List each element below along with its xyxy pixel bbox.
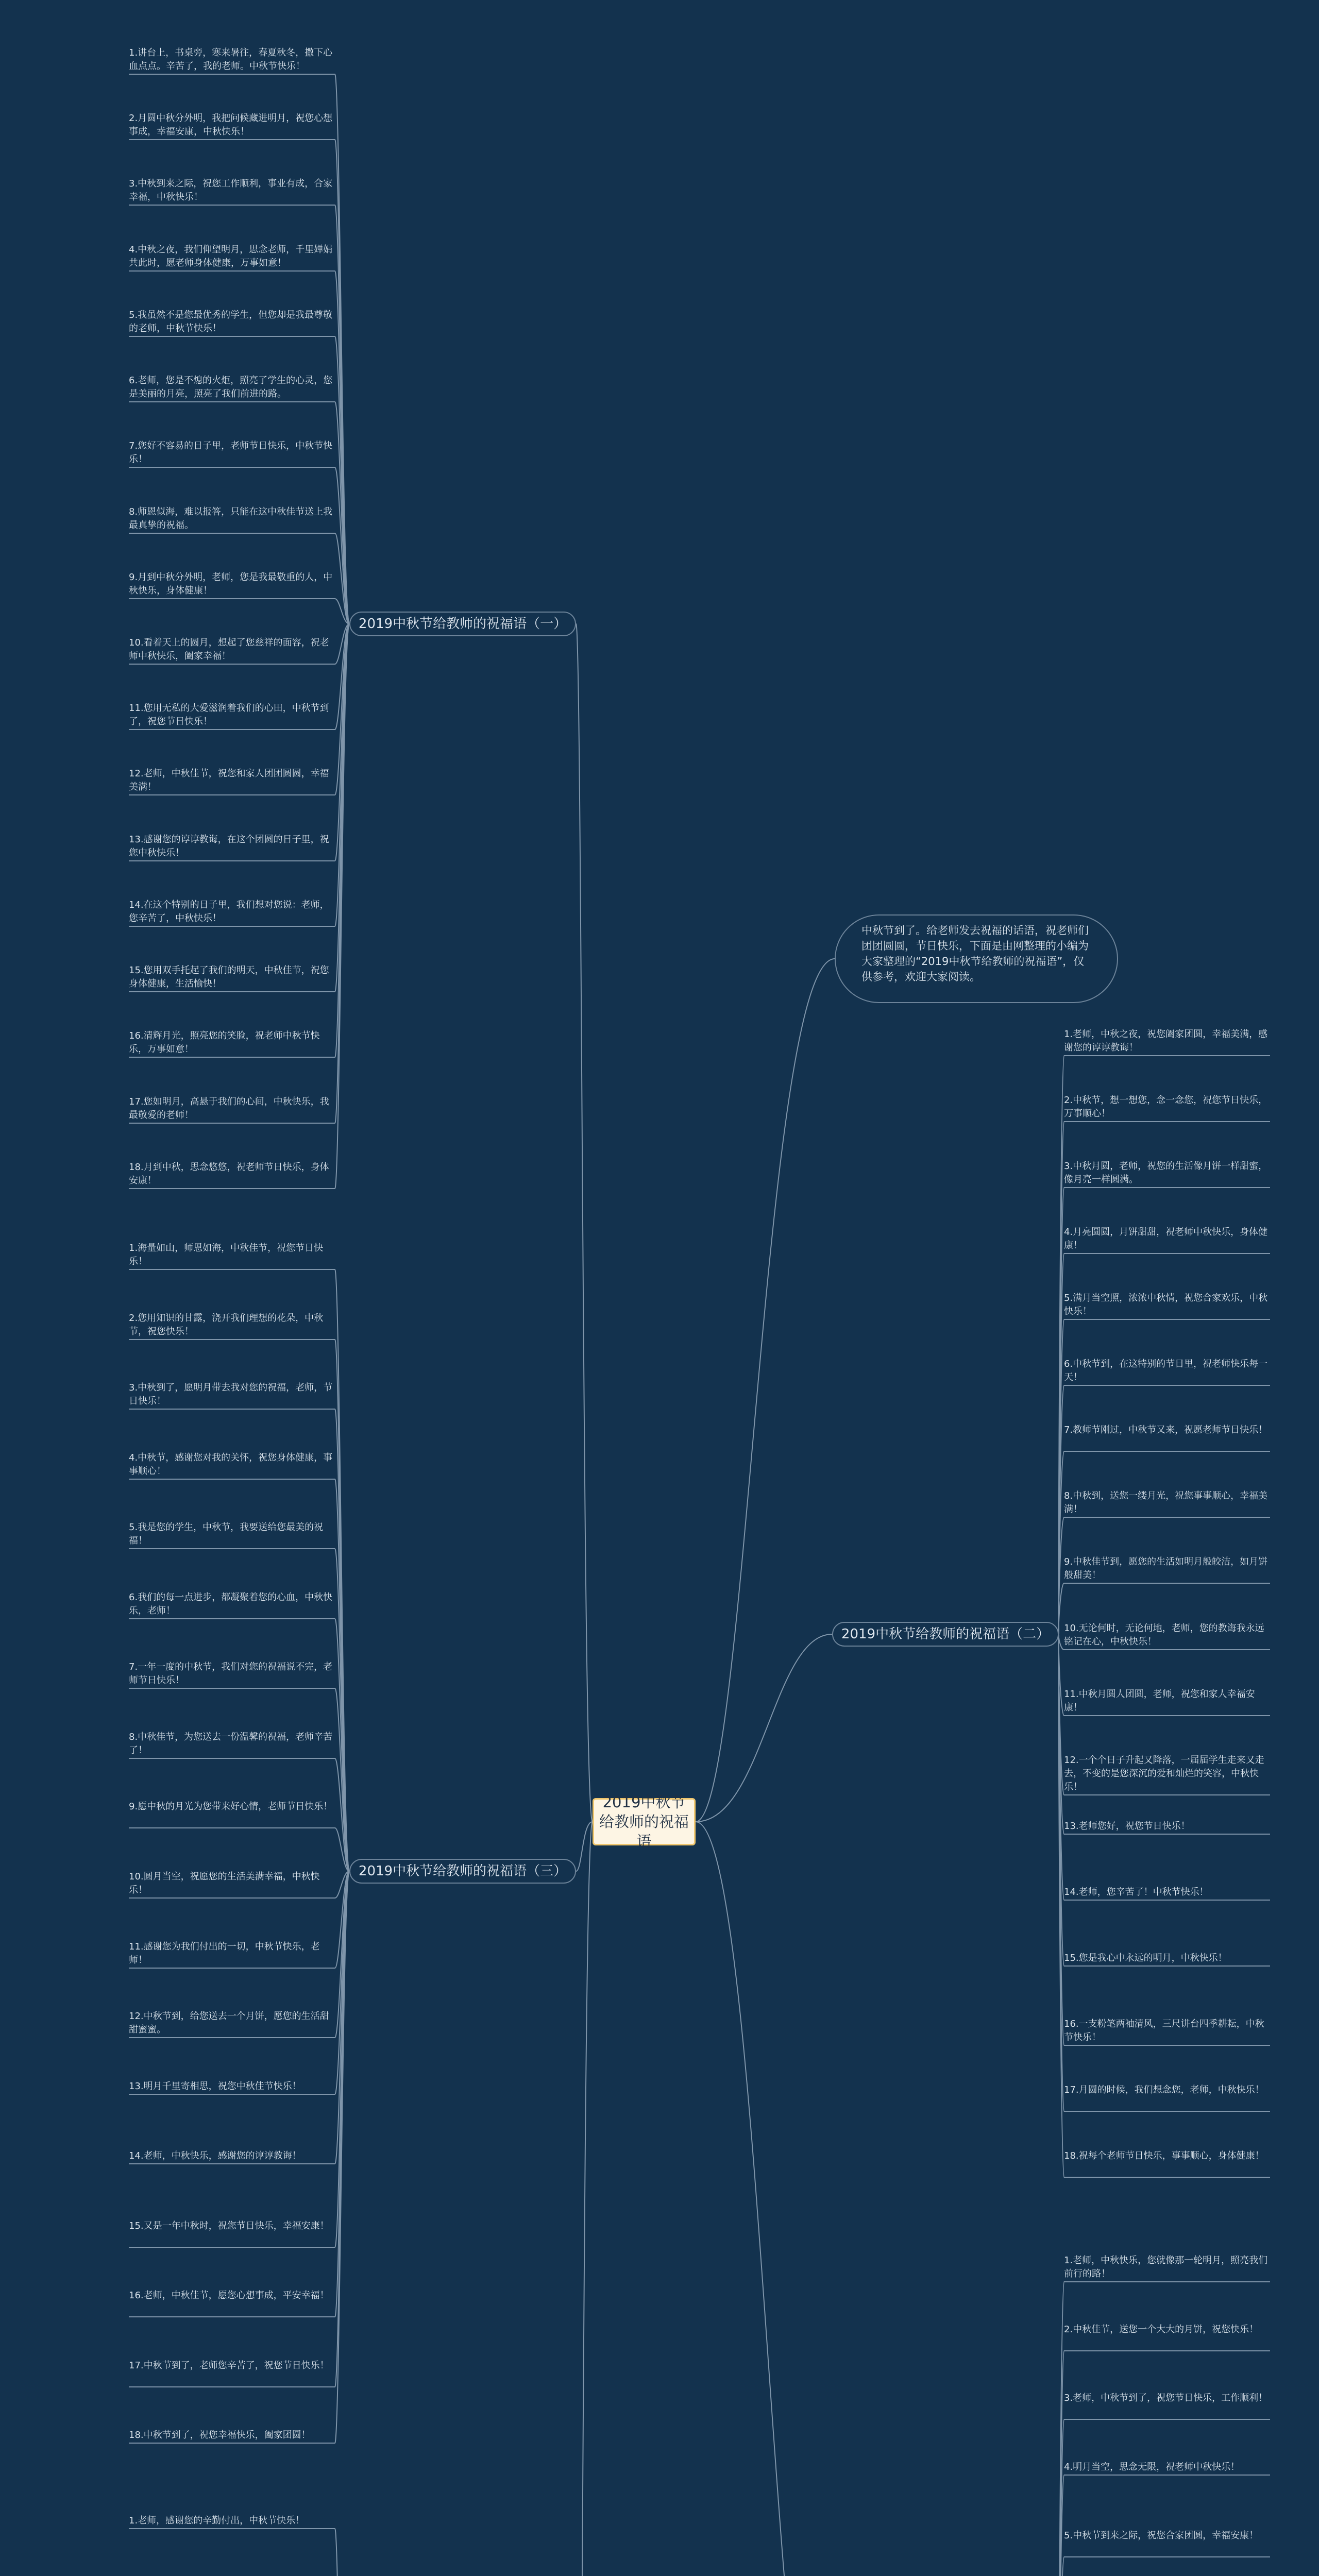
branch-3-item[interactable]: 8.中秋佳节，为您送去一份温馨的祝福，老师辛苦了！ bbox=[129, 1732, 333, 1756]
branch-3-item[interactable]: 1.海量如山，师恩如海，中秋佳节，祝您节日快乐！ bbox=[129, 1243, 324, 1267]
branch-4-item[interactable]: 1.老师，中秋快乐，您就像那一轮明月，照亮我们前行的路！ bbox=[1064, 2255, 1268, 2279]
connector-line bbox=[576, 624, 593, 1822]
connector-line bbox=[696, 959, 835, 1822]
branch-2-item[interactable]: 16.一支粉笔两袖清风，三尺讲台四季耕耘，中秋节快乐！ bbox=[1064, 2019, 1264, 2043]
branch-3-item[interactable]: 18.中秋节到了，祝您幸福快乐，阖家团圆！ bbox=[129, 2430, 311, 2441]
branch-1-item[interactable]: 9.月到中秋分外明，老师，您是我最敬重的人，中秋快乐，身体健康！ bbox=[129, 572, 333, 596]
connector-line bbox=[696, 1822, 832, 2576]
intro-text[interactable]: 中秋节到了。给老师发去祝福的话语，祝老师们团团圆圆，节日快乐，下面是由网整理的小编为大家整理的“2019中秋节给教师的祝福语”，仅供参考，欢迎大家阅读。 bbox=[835, 914, 1118, 1003]
branch-2-item[interactable]: 10.无论何时，无论何地，老师，您的教诲我永远铭记在心，中秋快乐！ bbox=[1064, 1623, 1264, 1647]
branch-3[interactable]: 2019中秋节给教师的祝福语（三） bbox=[349, 1859, 576, 1884]
branch-5-item[interactable]: 1.老师，感谢您的辛勤付出，中秋节快乐！ bbox=[129, 2515, 305, 2526]
branch-2-item[interactable]: 13.老师您好，祝您节日快乐！ bbox=[1064, 1821, 1190, 1832]
branch-3-item[interactable]: 13.明月千里寄相思，祝您中秋佳节快乐！ bbox=[129, 2081, 301, 2092]
branch-2-item[interactable]: 14.老师，您辛苦了！中秋节快乐！ bbox=[1064, 1887, 1209, 1897]
branch-2-item[interactable]: 7.教师节刚过，中秋节又来，祝愿老师节日快乐！ bbox=[1064, 1425, 1268, 1435]
branch-2-item[interactable]: 3.中秋月圆，老师，祝您的生活像月饼一样甜蜜，像月亮一样圆满。 bbox=[1064, 1161, 1268, 1185]
branch-1-item[interactable]: 11.您用无私的大爱滋润着我们的心田，中秋节到了，祝您节日快乐！ bbox=[129, 703, 329, 727]
branch-2-item[interactable]: 1.老师，中秋之夜，祝您阖家团圆，幸福美满，感谢您的谆谆教诲！ bbox=[1064, 1029, 1268, 1053]
branch-3-item[interactable]: 10.圆月当空，祝愿您的生活美满幸福，中秋快乐！ bbox=[129, 1871, 320, 1895]
branch-1-item[interactable]: 14.在这个特别的日子里，我们想对您说：老师，您辛苦了，中秋快乐！ bbox=[129, 900, 329, 924]
branch-1-item[interactable]: 13.感谢您的谆谆教诲，在这个团圆的日子里，祝您中秋快乐！ bbox=[129, 834, 329, 858]
branch-4-item[interactable]: 3.老师，中秋节到了，祝您节日快乐，工作顺利！ bbox=[1064, 2393, 1268, 2403]
branch-3-item[interactable]: 2.您用知识的甘露，浇开我们理想的花朵，中秋节，祝您快乐！ bbox=[129, 1313, 324, 1337]
branch-3-item[interactable]: 9.愿中秋的月光为您带来好心情，老师节日快乐！ bbox=[129, 1801, 333, 1812]
branch-1-item[interactable]: 18.月到中秋，思念悠悠，祝老师节日快乐，身体安康！ bbox=[129, 1162, 329, 1186]
branch-1-item[interactable]: 10.看着天上的圆月，想起了您慈祥的面容，祝老师中秋快乐，阖家幸福！ bbox=[129, 637, 329, 662]
branch-2-item[interactable]: 18.祝每个老师节日快乐，事事顺心，身体健康！ bbox=[1064, 2150, 1264, 2161]
branch-2-item[interactable]: 9.中秋佳节到，愿您的生活如明月般皎洁，如月饼般甜美！ bbox=[1064, 1556, 1268, 1581]
branch-2-item[interactable]: 12.一个个日子升起又降落，一届届学生走来又走去，不变的是您深沉的爱和灿烂的笑容，中秋快乐！ bbox=[1064, 1755, 1264, 1792]
branch-2-item[interactable]: 17.月圆的时候，我们想念您，老师，中秋快乐！ bbox=[1064, 2084, 1264, 2095]
branch-2-item[interactable]: 8.中秋到，送您一缕月光，祝您事事顺心，幸福美满！ bbox=[1064, 1490, 1268, 1515]
branch-2-item[interactable]: 4.月亮圆圆，月饼甜甜，祝老师中秋快乐，身体健康！ bbox=[1064, 1227, 1268, 1251]
branch-1-item[interactable]: 16.清辉月光，照亮您的笑脸，祝老师中秋节快乐，万事如意！ bbox=[129, 1030, 320, 1055]
branch-1-item[interactable]: 17.您如明月，高悬于我们的心间，中秋快乐，我最敬爱的老师！ bbox=[129, 1096, 329, 1121]
root-topic[interactable] bbox=[593, 1793, 696, 1850]
branch-3-item[interactable]: 4.中秋节，感谢您对我的关怀，祝您身体健康，事事顺心！ bbox=[129, 1452, 333, 1477]
branch-3-item[interactable]: 14.老师，中秋快乐，感谢您的谆谆教诲！ bbox=[129, 2150, 301, 2161]
branch-1-item[interactable]: 15.您用双手托起了我们的明天，中秋佳节，祝您身体健康，生活愉快！ bbox=[129, 965, 329, 989]
branch-1-item[interactable]: 6.老师，您是不熄的火炬，照亮了学生的心灵，您是美丽的月亮，照亮了我们前进的路。 bbox=[129, 375, 333, 399]
branch-1-item[interactable]: 4.中秋之夜，我们仰望明月，思念老师，千里婵娟共此时，愿老师身体健康，万事如意！ bbox=[129, 244, 333, 268]
branch-3-item[interactable]: 12.中秋节到，给您送去一个月饼，愿您的生活甜甜蜜蜜。 bbox=[129, 2011, 329, 2035]
branch-1-item[interactable]: 7.您好不容易的日子里，老师节日快乐，中秋节快乐！ bbox=[129, 440, 333, 465]
branch-2-item[interactable]: 15.您是我心中永远的明月，中秋快乐！ bbox=[1064, 1953, 1227, 1963]
root-title: 2019中秋节给教师的祝福语 bbox=[599, 1793, 689, 1850]
branch-3-item[interactable]: 11.感谢您为我们付出的一切，中秋节快乐，老师！ bbox=[129, 1941, 320, 1965]
branch-1-item[interactable]: 5.我虽然不是您最优秀的学生，但您却是我最尊敬的老师，中秋节快乐！ bbox=[129, 310, 333, 334]
branch-3-item[interactable]: 6.我们的每一点进步，都凝聚着您的心血，中秋快乐，老师！ bbox=[129, 1592, 333, 1616]
branch-1-item[interactable]: 2.月圆中秋分外明，我把问候藏进明月，祝您心想事成，幸福安康，中秋快乐！ bbox=[129, 113, 333, 137]
branch-3-item[interactable]: 15.又是一年中秋时，祝您节日快乐，幸福安康！ bbox=[129, 2221, 329, 2231]
branch-3-item[interactable]: 3.中秋到了，愿明月带去我对您的祝福，老师，节日快乐！ bbox=[129, 1382, 333, 1406]
branch-4-item[interactable]: 4.明月当空，思念无限，祝老师中秋快乐！ bbox=[1064, 2462, 1240, 2472]
connector-line bbox=[696, 1634, 832, 1822]
connector-line bbox=[576, 1822, 593, 2576]
branch-2-item[interactable]: 5.满月当空照，浓浓中秋情，祝您合家欢乐，中秋快乐！ bbox=[1064, 1293, 1268, 1317]
branch-4-item[interactable]: 5.中秋节到来之际，祝您合家团圆，幸福安康！ bbox=[1064, 2530, 1259, 2541]
branch-2-item[interactable]: 2.中秋节，想一想您，念一念您，祝您节日快乐，万事顺心！ bbox=[1064, 1095, 1268, 1119]
branch-2[interactable]: 2019中秋节给教师的祝福语（二） bbox=[832, 1622, 1059, 1647]
branch-1-item[interactable]: 3.中秋到来之际，祝您工作顺利，事业有成，合家幸福，中秋快乐！ bbox=[129, 178, 333, 202]
branch-3-item[interactable]: 16.老师，中秋佳节，愿您心想事成，平安幸福！ bbox=[129, 2290, 329, 2301]
branch-1-item[interactable]: 12.老师，中秋佳节，祝您和家人团团圆圆，幸福美满！ bbox=[129, 768, 329, 792]
connector-line bbox=[576, 1822, 593, 1871]
branch-2-item[interactable]: 6.中秋节到，在这特别的节日里，祝老师快乐每一天！ bbox=[1064, 1359, 1268, 1383]
branch-3-item[interactable]: 7.一年一度的中秋节，我们对您的祝福说不完，老师节日快乐！ bbox=[129, 1662, 333, 1686]
branch-1-item[interactable]: 8.师恩似海，难以报答，只能在这中秋佳节送上我最真挚的祝福。 bbox=[129, 506, 333, 531]
branch-3-item[interactable]: 5.我是您的学生，中秋节，我要送给您最美的祝福！ bbox=[129, 1522, 324, 1546]
branch-1-item[interactable]: 1.讲台上，书桌旁，寒来暑往，春夏秋冬，撒下心血点点。辛苦了，我的老师。中秋节快乐！ bbox=[129, 47, 333, 72]
branch-1[interactable]: 2019中秋节给教师的祝福语（一） bbox=[349, 612, 576, 636]
branch-2-item[interactable]: 11.中秋月圆人团圆，老师，祝您和家人幸福安康！ bbox=[1064, 1689, 1255, 1713]
branch-4-item[interactable]: 2.中秋佳节，送您一个大大的月饼，祝您快乐！ bbox=[1064, 2324, 1259, 2335]
branch-3-item[interactable]: 17.中秋节到了，老师您辛苦了，祝您节日快乐！ bbox=[129, 2360, 329, 2371]
